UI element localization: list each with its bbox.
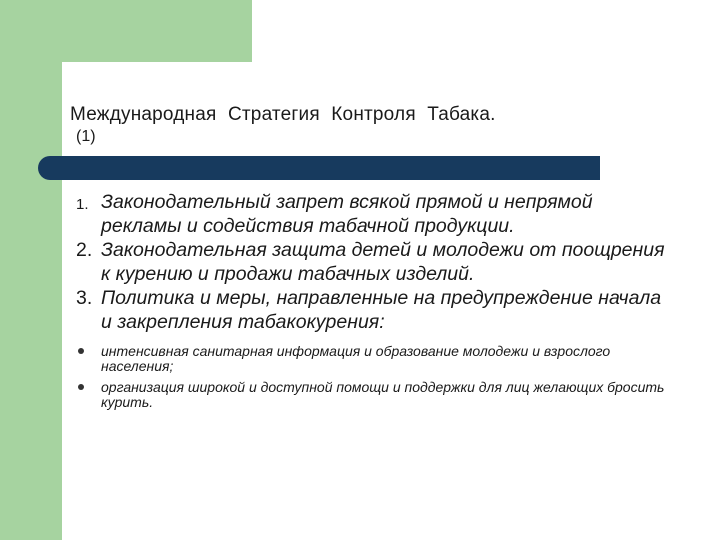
sub-bullets — [76, 344, 676, 410]
bullet-text: интенсивная санитарная информация и образование молодежи и взрослого населения; — [101, 343, 611, 374]
bullet-dot-icon — [78, 384, 84, 390]
item-text: Законодательная защита детей и молодежи от поощрения к курению и продажи табачных изделий. — [101, 239, 665, 285]
item-text: Политика и меры, направленные на предупреждение начала и закрепления табакокурения: — [101, 287, 662, 333]
content-list — [76, 190, 676, 416]
item-number: 2. — [76, 239, 93, 261]
title-divider — [38, 156, 600, 180]
bullet-dot-icon — [78, 348, 84, 354]
item-number: 1. — [76, 196, 89, 213]
top-green-bar — [0, 0, 252, 62]
list-item — [76, 190, 676, 238]
slide-subtitle: (1) — [76, 128, 96, 145]
list-item — [76, 286, 676, 334]
list-item — [76, 238, 676, 286]
bullet-item — [76, 380, 676, 410]
item-text: Законодательный запрет всякой прямой и непрямой рекламы и содействия табачной продукции. — [101, 191, 593, 237]
corner-curve — [62, 62, 102, 102]
bullet-item — [76, 344, 676, 374]
side-green-bar — [0, 0, 62, 540]
slide-title: Международная Стратегия Контроля Табака. — [70, 104, 496, 125]
bullet-text: организация широкой и доступной помощи и поддержки для лиц желающих бросить курить. — [101, 379, 665, 410]
item-number: 3. — [76, 287, 93, 309]
